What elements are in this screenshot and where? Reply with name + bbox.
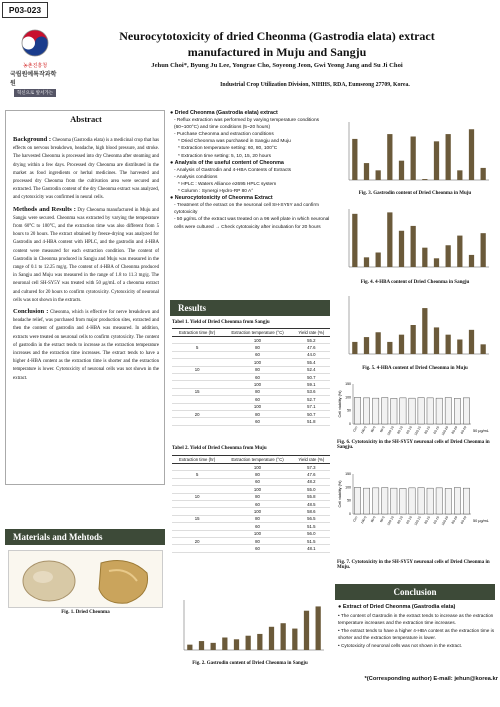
bar xyxy=(234,639,239,650)
table-cell: 47.6 xyxy=(293,344,330,351)
x-tick-label: 80-20 xyxy=(450,425,459,435)
table-row xyxy=(172,351,330,358)
table-cell: 52.4 xyxy=(293,366,330,373)
abstract-heading: Abstract xyxy=(70,114,102,124)
table-cell xyxy=(172,337,222,344)
table-row xyxy=(172,373,330,380)
bar xyxy=(454,398,460,424)
table-row xyxy=(172,530,330,537)
bar xyxy=(354,397,360,424)
table-cell: 15 xyxy=(172,515,222,522)
table-row xyxy=(172,388,330,395)
table-row xyxy=(172,410,330,417)
table-cell: 60 xyxy=(222,396,292,403)
y-tick-label: 0 xyxy=(349,422,351,426)
table-cell: 55.4 xyxy=(293,359,330,366)
concentration-label: 50 μg/mL xyxy=(473,519,489,523)
table-cell: 56.5 xyxy=(293,515,330,522)
table-cell: 100 xyxy=(222,464,292,471)
table-header: Yield rate (%) xyxy=(293,456,330,464)
title-line-1: Neurocytotoxicity of dried Cheonma (Gastrodia elata) extract xyxy=(119,29,435,43)
x-tick-label: 100-20 xyxy=(440,515,450,527)
x-tick-label: 100-5 xyxy=(359,425,368,435)
gastrodin-sangju-chart xyxy=(172,596,328,660)
method-line: - 50 μg/mL of the extract was treated on a 96 well plate in which neuronal cells were cultured → Check cytotoxicity after incubation for 20 hours xyxy=(174,217,330,230)
method-extract-heading: ● Dried Cheonma (Gastrodia elata) extract xyxy=(170,110,330,117)
x-tick-label: 80-5 xyxy=(369,515,377,524)
table-row xyxy=(172,396,330,403)
table-row xyxy=(172,508,330,515)
table-header: Extraction temperature (°C) xyxy=(222,329,292,337)
table-row xyxy=(172,337,330,344)
table-row xyxy=(172,486,330,493)
bar xyxy=(422,179,427,180)
table-cell: 80 xyxy=(222,515,292,522)
bar xyxy=(481,344,486,354)
hba-sangju-chart xyxy=(337,205,493,277)
bar xyxy=(387,134,392,180)
bar xyxy=(387,212,392,267)
bar xyxy=(281,623,286,650)
bar xyxy=(387,342,392,354)
table-row xyxy=(172,471,330,478)
bar xyxy=(316,606,321,650)
bar xyxy=(376,170,381,180)
bar xyxy=(454,488,460,514)
bar xyxy=(364,163,369,180)
table-cell: 48.1 xyxy=(293,545,330,552)
bar xyxy=(199,641,204,650)
conclusion-bullet-text: Cytotoxicity of neuronal cells was not shown in the extract. xyxy=(340,642,463,648)
y-tick-label: 50 xyxy=(347,408,351,413)
bar xyxy=(352,342,357,354)
bar xyxy=(457,340,462,355)
methods-section xyxy=(170,110,330,231)
table-cell: 5 xyxy=(172,344,222,351)
x-tick-label: 80-10 xyxy=(396,425,404,435)
bar xyxy=(400,398,406,424)
table-cell: 55.8 xyxy=(293,493,330,500)
table-cell: 60 xyxy=(222,351,292,358)
table-row xyxy=(172,359,330,366)
fig4-caption: Fig. 4. 4-HBA content of Dried Cheonma in Sangju xyxy=(360,280,470,285)
x-tick-label: 60-5 xyxy=(378,425,386,434)
y-axis-label: Cell viability (%) xyxy=(338,390,342,418)
bar xyxy=(418,398,424,424)
x-tick-label: 100-20 xyxy=(440,425,450,437)
method-analysis-heading: ● Analysis of the useful content of Cheonma xyxy=(170,160,330,167)
bar xyxy=(463,488,469,514)
table-cell: 59.1 xyxy=(293,381,330,388)
x-tick-label: 80-15 xyxy=(423,425,432,435)
authors: Jehun Choi*, Byung Ju Lee, Yongrae Cho, Soyeong Jeon, Gwi Yeong Jang and Su Ji Choi xyxy=(151,62,403,69)
abstract-section xyxy=(5,110,165,485)
table-row xyxy=(172,381,330,388)
table-cell: 57.1 xyxy=(293,403,330,410)
bar xyxy=(373,488,379,514)
method-line: * Dried Cheonma was purchased in Sangju and Muju xyxy=(178,139,291,145)
method-line: * Extraction time setting: 5, 10, 15, 20 hours xyxy=(178,153,272,159)
x-tick-label: 100-15 xyxy=(413,425,422,437)
table-cell: 44.0 xyxy=(293,351,330,358)
fig1-caption: Fig. 1. Dried Cheonma xyxy=(61,610,110,615)
table-cell: 48.2 xyxy=(293,478,330,485)
bar xyxy=(446,245,451,267)
table-cell xyxy=(172,508,222,515)
table-cell: 5 xyxy=(172,471,222,478)
table-cell: 80 xyxy=(222,344,292,351)
fig6-caption: Fig. 6. Cytotoxicity in the SH-SY5Y neuronal cells of Dried Cheonma in Sangju. xyxy=(337,440,490,450)
table-cell: 51.5 xyxy=(293,537,330,544)
taegeuk-icon xyxy=(18,26,52,60)
fig3-caption: Fig. 3. Gastrodin content of Dried Cheonma in Muju xyxy=(358,191,472,196)
table-cell: 47.6 xyxy=(293,471,330,478)
table-row xyxy=(172,545,330,552)
bar xyxy=(222,638,227,651)
bar xyxy=(411,226,416,267)
background-label: Background : xyxy=(13,136,52,143)
yield-table-muju xyxy=(172,455,330,553)
x-tick-label: 60-15 xyxy=(432,515,441,525)
bar xyxy=(446,335,451,354)
fig5-caption: Fig. 5. 4-HBA content of Dried Cheonma in Muju xyxy=(362,366,468,371)
bar xyxy=(457,236,462,267)
bar xyxy=(481,233,486,267)
conclusion-bullet-text: The content of Gastrodin in the extract tends to increase as the extraction temperature increases and the extraction time increases. xyxy=(338,612,494,625)
corresponding-email: *(Corresponding author) E-mail: jehun@korea.kr xyxy=(364,676,498,682)
fig2-caption: Fig. 2. Gastrodin content of Dried Cheonma in Sangju xyxy=(192,661,308,666)
table-cell xyxy=(172,545,222,552)
bar xyxy=(446,134,451,180)
x-tick-label: Con xyxy=(352,425,359,433)
x-tick-label: Con xyxy=(352,515,359,523)
table-row xyxy=(172,366,330,373)
table-cell: 60 xyxy=(222,523,292,530)
conclusion-subheading: ● Extract of Dried Cheonma (Gastrodia elata) xyxy=(338,604,456,610)
x-tick-label: 60-20 xyxy=(459,425,468,435)
table-cell: 80 xyxy=(222,410,292,417)
conclusion-bullet: • The content of Gastrodin in the extract tends to increase as the extraction temperature increases and the extraction time increases. xyxy=(338,612,494,625)
conclusion-bullet: • Cytotoxicity of neuronal cells was not shown in the extract. xyxy=(338,642,463,648)
bar xyxy=(409,398,415,424)
x-tick-label: 100-10 xyxy=(386,515,395,527)
y-tick-label: 50 xyxy=(347,498,351,503)
bar xyxy=(457,170,462,180)
bar xyxy=(409,488,415,514)
x-tick-label: 100-15 xyxy=(413,515,422,527)
bar xyxy=(469,330,474,354)
yield-table-sangju xyxy=(172,328,330,426)
y-tick-label: 150 xyxy=(345,472,351,476)
method-line: - Analysis of Gastrodin and 4-HBA Contents of Extracts xyxy=(174,167,292,173)
table-row xyxy=(172,537,330,544)
methods-text: Dry Cheonma manufactured in Muju and Sangju were secured. Cheonma was extracted by varying the temperature from 60°C to 100°C, and the extraction time was also different from 5 hours to 20 hours. The extract obtained by freeze-drying was analyzed for Gastrodin and 4-HBA content with HPLC, and the gastrodin and 4-HBA content were measured for each extraction condition. The content of Gastrodin in Cheonma produced in Sangju and Muju was measured in the range of 0.1 to 12.25 mg/g. The content of 4-HBA of Cheonma produced in Sangju and Muju was measured in the range of 1.8 to 11.3 mg/g. The neuronal cell SH-SY5Y was treated with 50 μg/mL of a cheonma extract and cultured for 20 hours to confirm cytotoxicity. Cytotoxicity of neuronal cells was not shown in the extracts. xyxy=(13,207,159,303)
org-logo xyxy=(10,26,60,98)
conclusion-bullet: • The extract tends to have a higher 4-HBA content as the extraction time is shorter and the extraction temperature is lower. xyxy=(338,627,495,640)
method-line: * HPLC : Waters Alliance e2695 HPLC system xyxy=(178,181,277,187)
table-cell: 10 xyxy=(172,493,222,500)
table-cell xyxy=(172,359,222,366)
org-name-2: 국립원예특작과학원 xyxy=(10,71,57,87)
bar xyxy=(434,327,439,354)
table-cell: 15 xyxy=(172,388,222,395)
table-cell: 100 xyxy=(222,359,292,366)
bar xyxy=(418,488,424,514)
table-cell: 50.7 xyxy=(293,410,330,417)
bar xyxy=(422,308,427,354)
table-cell xyxy=(172,351,222,358)
table-cell: 80 xyxy=(222,537,292,544)
y-axis-label: Cell viability (%) xyxy=(338,480,342,508)
table-cell: 80 xyxy=(222,388,292,395)
bar xyxy=(382,488,388,514)
bar xyxy=(463,398,469,424)
bar xyxy=(427,488,433,514)
table-cell: 53.6 xyxy=(293,388,330,395)
table-cell: 80 xyxy=(222,366,292,373)
x-tick-label: 100-5 xyxy=(359,515,368,525)
bar xyxy=(391,398,397,424)
bar xyxy=(481,168,486,180)
table-cell: 56.0 xyxy=(293,530,330,537)
method-line: - Treatment of the extract on the neuronal cell SH-SY5Y and confirm cytotoxicity xyxy=(174,203,319,216)
conclusion-bullet-text: The extract tends to have a higher 4-HBA content as the extraction time is shorter and the extraction temperature is lower. xyxy=(338,627,495,640)
x-tick-label: 80-20 xyxy=(450,515,459,525)
table-cell: 100 xyxy=(222,530,292,537)
conclusion-subheading-text: Extract of Dried Cheonma (Gastrodia elata) xyxy=(342,604,456,610)
table-header: Extraction time (hr) xyxy=(172,329,222,337)
title-line-2: manufactured in Muju and Sangju xyxy=(187,45,367,59)
method-cytotoxicity-heading: ● Neurocytotoxicity of Cheonma Extract xyxy=(170,195,330,202)
table-row xyxy=(172,464,330,471)
bar xyxy=(399,161,404,180)
table-cell: 60 xyxy=(222,545,292,552)
dried-cheonma-photo xyxy=(8,550,163,608)
table-row xyxy=(172,500,330,507)
table-cell xyxy=(172,381,222,388)
y-tick-label: 100 xyxy=(345,485,351,490)
method-line: * Column : Synergi Hydro-RP 80 A° xyxy=(178,189,254,195)
table-cell: 58.6 xyxy=(293,508,330,515)
bar xyxy=(257,634,262,650)
y-tick-label: 150 xyxy=(345,382,351,386)
method-line: - Purchase Cheonma and extraction conditions xyxy=(174,132,274,138)
bar xyxy=(352,139,357,180)
table-cell: 55.2 xyxy=(293,337,330,344)
hba-muju-chart xyxy=(337,292,493,364)
bar xyxy=(376,253,381,268)
conclusion-section xyxy=(338,604,498,649)
bar xyxy=(400,488,406,514)
method-line: * Extraction temperature setting: 60, 80, 100°C xyxy=(178,146,278,152)
bar xyxy=(363,398,369,424)
x-tick-label: 80-10 xyxy=(396,515,404,525)
bar xyxy=(382,398,388,424)
table-row xyxy=(172,418,330,425)
bar xyxy=(411,325,416,354)
bar xyxy=(352,214,357,267)
bar xyxy=(391,488,397,514)
cytotoxicity-sangju-chart xyxy=(337,380,493,440)
bar xyxy=(399,231,404,267)
table-cell: 52.7 xyxy=(293,396,330,403)
bar xyxy=(436,488,442,514)
cytotoxicity-muju-chart xyxy=(337,470,493,530)
bar xyxy=(364,257,369,267)
bar xyxy=(434,141,439,180)
table-cell: 20 xyxy=(172,537,222,544)
conclusion-heading: Conclusion xyxy=(335,584,495,600)
abstract-body xyxy=(13,136,159,383)
org-slogan: 혁신으로 앞서가는 xyxy=(14,89,56,97)
table-cell xyxy=(172,478,222,485)
bar xyxy=(427,398,433,424)
bar xyxy=(411,137,416,181)
table-cell xyxy=(172,396,222,403)
table-cell: 10 xyxy=(172,366,222,373)
table-cell xyxy=(172,418,222,425)
concentration-label: 50 μg/mL xyxy=(473,429,489,433)
table-cell: 51.5 xyxy=(293,523,330,530)
x-tick-label: 60-20 xyxy=(459,515,468,525)
results-heading: Results xyxy=(170,300,330,316)
table-cell xyxy=(172,486,222,493)
x-tick-label: 60-15 xyxy=(432,425,441,435)
bar xyxy=(399,335,404,354)
table-cell: 51.8 xyxy=(293,418,330,425)
bar xyxy=(436,398,442,424)
x-tick-label: 60-10 xyxy=(405,515,413,525)
table-header: Extraction temperature (°C) xyxy=(222,456,292,464)
bar xyxy=(376,332,381,354)
table-cell xyxy=(172,530,222,537)
table-cell: 100 xyxy=(222,486,292,493)
bar xyxy=(445,488,451,514)
poster-code: P03-023 xyxy=(2,2,48,18)
y-tick-label: 0 xyxy=(349,512,351,516)
bar xyxy=(246,636,251,650)
x-tick-label: 100-10 xyxy=(386,425,395,437)
affiliation: Industrial Crop Utilization Division, NIHHS, RDA, Eumseong 27709, Korea. xyxy=(220,82,410,88)
table-cell: 48.5 xyxy=(293,500,330,507)
table-cell: 20 xyxy=(172,410,222,417)
table-cell: 100 xyxy=(222,403,292,410)
bar xyxy=(422,248,427,267)
table-cell xyxy=(172,464,222,471)
gastrodin-muju-chart xyxy=(337,118,493,190)
table-row xyxy=(172,344,330,351)
methods-label: Methods and Results : xyxy=(13,205,76,213)
x-tick-label: 60-10 xyxy=(405,425,413,435)
bar xyxy=(269,627,274,650)
fig7-caption: Fig. 7. Cytotoxicity in the SH-SY5Y neuronal cells of Dried Cheonma in Muju. xyxy=(337,560,490,570)
table-cell xyxy=(172,373,222,380)
table-row xyxy=(172,403,330,410)
bar xyxy=(469,129,474,180)
table-cell xyxy=(172,523,222,530)
bar xyxy=(364,337,369,354)
x-tick-label: 60-5 xyxy=(378,515,386,524)
bar xyxy=(187,645,192,650)
bar xyxy=(469,255,474,267)
table-row xyxy=(172,478,330,485)
conclusion-label: Conclusion : xyxy=(13,308,49,316)
bar xyxy=(354,487,360,514)
table-cell: 100 xyxy=(222,337,292,344)
method-line: - Reflux extraction was performed by varying temperature conditions (60~100°C) and time conditions (5~20 hours) xyxy=(174,118,320,131)
bar xyxy=(292,629,297,650)
table-cell: 80 xyxy=(222,471,292,478)
bar xyxy=(304,611,309,650)
bar xyxy=(373,398,379,424)
table-row xyxy=(172,493,330,500)
bar xyxy=(363,488,369,514)
table-row xyxy=(172,515,330,522)
bar xyxy=(211,643,216,650)
conclusion-text: Cheonma, which is effective for nerve breakdown and headache relief, was purchased from major production sites, extracted and then the content of gastrodin and 4-HBA was measured. In addition, extracts were treated on neuronal cells to confirm cytotoxicity. The content of gastrodin in the extract tends to increase as the extraction temperature increases and the extraction time increases. The extract tends to have a higher 4-HBA content as the extraction time is shorter and the extraction temperature is lower. Cytotoxicity of neuronal cells was not shown in the extract. xyxy=(13,310,160,381)
table-cell xyxy=(172,403,222,410)
table-cell: 100 xyxy=(222,381,292,388)
table-cell: 57.3 xyxy=(293,464,330,471)
poster-title xyxy=(72,28,482,60)
table-cell: 100 xyxy=(222,508,292,515)
bar xyxy=(434,258,439,267)
y-tick-label: 100 xyxy=(345,395,351,400)
table1-title: Tabel 1. Yield of Dried Cheonma from Sangju xyxy=(172,320,270,325)
table2-title: Tabel 2. Yield of Dried Cheonma from Muju xyxy=(172,446,267,451)
x-tick-label: 80-5 xyxy=(369,425,377,434)
materials-heading: Materials and Mehtods xyxy=(5,529,165,545)
table-cell: 55.0 xyxy=(293,486,330,493)
x-tick-label: 80-15 xyxy=(423,515,432,525)
table-cell: 50.7 xyxy=(293,373,330,380)
org-name-1: 농촌진흥청 xyxy=(22,63,48,69)
table-cell: 60 xyxy=(222,418,292,425)
table-cell: 60 xyxy=(222,373,292,380)
table-cell xyxy=(172,500,222,507)
table-header: Extraction time (hr) xyxy=(172,456,222,464)
table-cell: 80 xyxy=(222,493,292,500)
table-cell: 60 xyxy=(222,500,292,507)
table-cell: 60 xyxy=(222,478,292,485)
table-header: Yield rate (%) xyxy=(293,329,330,337)
method-line: - Analysis conditions xyxy=(174,174,218,180)
bar xyxy=(445,398,451,424)
table-row xyxy=(172,523,330,530)
background-text: Cheonma (Gastrodia elata) is a medicinal crop that has effects on nervous breakdown, headache, high blood pressure, and stroke. The harvested Cheonma is processed into dry Cheonma after steaming and drying within a few days. Processed dry Cheonma are distributed in the market as food ingredients or herbal medicines. The harvested and processed dry Cheonma from the cultivation area were secured and extracted. The Gastrodin content of the dry Cheonma extract was analyzed, and cytotoxicity was confirmed in neural cells. xyxy=(13,138,159,201)
